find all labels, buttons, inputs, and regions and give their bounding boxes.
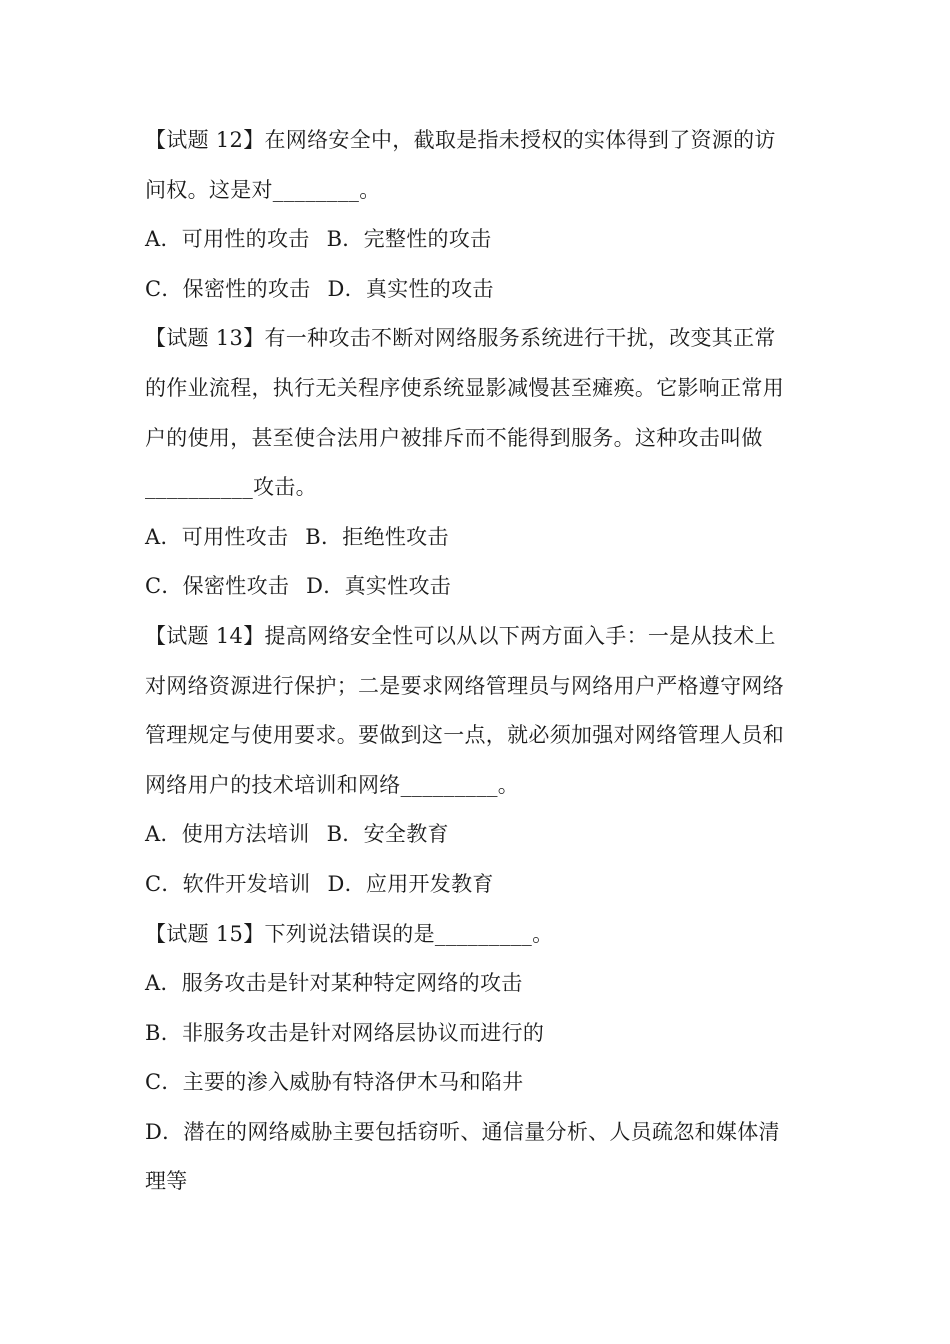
question-text-line: 【试题 14】提高网络安全性可以从以下两方面入手：一是从技术上: [145, 623, 776, 648]
option-b: B．安全教育: [326, 822, 449, 847]
option-d: D．真实性的攻击: [327, 276, 494, 301]
options-row: [145, 562, 815, 612]
options-row: [145, 810, 815, 860]
option-d: D．真实性攻击: [306, 574, 452, 599]
document-page: [145, 116, 815, 1207]
options-row: [145, 513, 815, 563]
option-b: B．非服务攻击是针对网络层协议而进行的: [145, 1020, 545, 1045]
option-c: C．主要的渗入威胁有特洛伊木马和陷井: [145, 1070, 524, 1095]
question-text-line: 户的使用，甚至使合法用户被排斥而不能得到服务。这种攻击叫做: [145, 425, 763, 450]
option-c: C．软件开发培训: [145, 871, 311, 896]
option-a: A．可用性攻击: [145, 524, 289, 549]
options-row: [145, 265, 815, 315]
option-d-continuation: 理等: [145, 1169, 188, 1194]
question-12: [145, 116, 815, 314]
question-text-line: 【试题 15】下列说法错误的是_________。: [145, 921, 554, 946]
option-d: D．应用开发教育: [327, 871, 494, 896]
option-d: D．潜在的网络威胁主要包括窃听、通信量分析、人员疏忽和媒体清: [145, 1119, 780, 1144]
question-13: [145, 314, 815, 612]
question-text-line: 的作业流程，执行无关程序使系统显影减慢甚至瘫痪。它影响正常用: [145, 375, 784, 400]
option-a: A．服务攻击是针对某种特定网络的攻击: [145, 971, 523, 996]
question-text-line: __________攻击。: [145, 475, 317, 500]
option-a: A．使用方法培训: [145, 822, 310, 847]
option-a: A．可用性的攻击: [145, 227, 310, 252]
option-c: C．保密性的攻击: [145, 276, 311, 301]
option-c: C．保密性攻击: [145, 574, 290, 599]
options-row: [145, 860, 815, 910]
question-text-line: 【试题 13】有一种攻击不断对网络服务系统进行干扰，改变其正常: [145, 326, 776, 351]
question-14: [145, 612, 815, 910]
question-15: [145, 910, 815, 1208]
question-text-line: 管理规定与使用要求。要做到这一点，就必须加强对网络管理人员和: [145, 723, 784, 748]
question-text-line: 对网络资源进行保护；二是要求网络管理员与网络用户严格遵守网络: [145, 673, 784, 698]
question-text-line: 问权。这是对________。: [145, 177, 381, 202]
options-row: [145, 215, 815, 265]
option-b: B．拒绝性攻击: [305, 524, 449, 549]
question-text-line: 【试题 12】在网络安全中，截取是指未授权的实体得到了资源的访: [145, 128, 776, 152]
option-b: B．完整性的攻击: [326, 227, 492, 252]
question-text-line: 网络用户的技术培训和网络_________。: [145, 772, 520, 797]
